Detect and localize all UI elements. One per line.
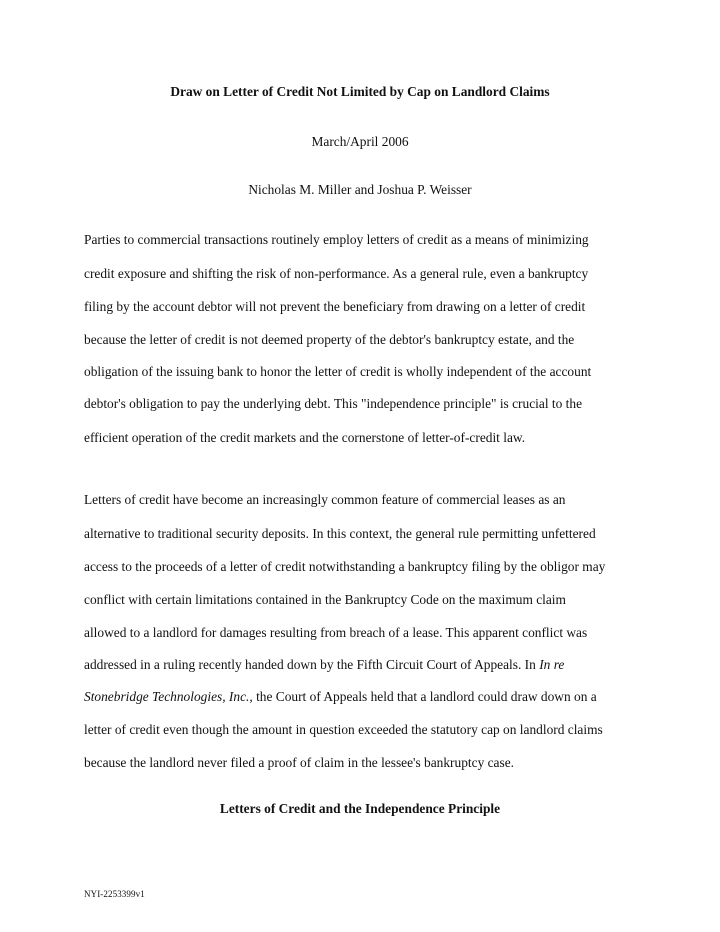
paragraph-2-line-text: addressed in a ruling recently handed down by the Fifth Circuit Court of Appeals. In	[84, 657, 540, 672]
paragraph-1-line: because the letter of credit is not deemed property of the debtor's bankruptcy estate, and the	[84, 332, 575, 347]
document-footer-id: NYI-2253399v1	[84, 889, 145, 899]
paragraph-1-line: efficient operation of the credit markets and the cornerstone of letter-of-credit law.	[84, 430, 526, 445]
paragraph-2-line: conflict with certain limitations contained in the Bankruptcy Code on the maximum claim	[84, 592, 566, 607]
paragraph-2-line: because the landlord never filed a proof of claim in the lessee's bankruptcy case.	[84, 755, 514, 770]
paragraph-1-line: credit exposure and shifting the risk of non-performance. As a general rule, even a bankruptcy	[84, 266, 589, 281]
paragraph-1-line: debtor's obligation to pay the underlying debt. This "independence principle" is crucial to the	[84, 396, 583, 411]
paragraph-2-line: access to the proceeds of a letter of credit notwithstanding a bankruptcy filing by the obligor may	[84, 559, 606, 574]
paragraph-2-line	[84, 655, 564, 675]
paragraph-1-line: obligation of the issuing bank to honor the letter of credit is wholly independent of the account	[84, 364, 592, 379]
case-name-italic: Stonebridge Technologies, Inc.	[84, 689, 250, 704]
paragraph-2-line: letter of credit even though the amount in question exceeded the statutory cap on landlord claims	[84, 722, 603, 737]
paragraph-2-line: alternative to traditional security deposits. In this context, the general rule permitting unfettered	[84, 526, 596, 541]
paragraph-2-line: allowed to a landlord for damages resulting from breach of a lease. This apparent conflict was	[84, 625, 588, 640]
section-heading: Letters of Credit and the Independence Principle	[219, 801, 501, 816]
case-name-italic: In re	[539, 657, 565, 672]
publication-date: March/April 2006	[311, 134, 409, 149]
paragraph-1-line: Parties to commercial transactions routinely employ letters of credit as a means of minimizing	[84, 232, 589, 247]
author-line: Nicholas M. Miller and Joshua P. Weisser	[248, 182, 472, 197]
paragraph-2-line: Letters of credit have become an increasingly common feature of commercial leases as an	[84, 492, 566, 507]
paragraph-2-line	[84, 687, 597, 707]
paragraph-1-line: filing by the account debtor will not prevent the beneficiary from drawing on a letter of credit	[84, 299, 586, 314]
document-title: Draw on Letter of Credit Not Limited by Cap on Landlord Claims	[170, 84, 550, 99]
paragraph-2-line-text: , the Court of Appeals held that a landlord could draw down on a	[249, 689, 597, 704]
